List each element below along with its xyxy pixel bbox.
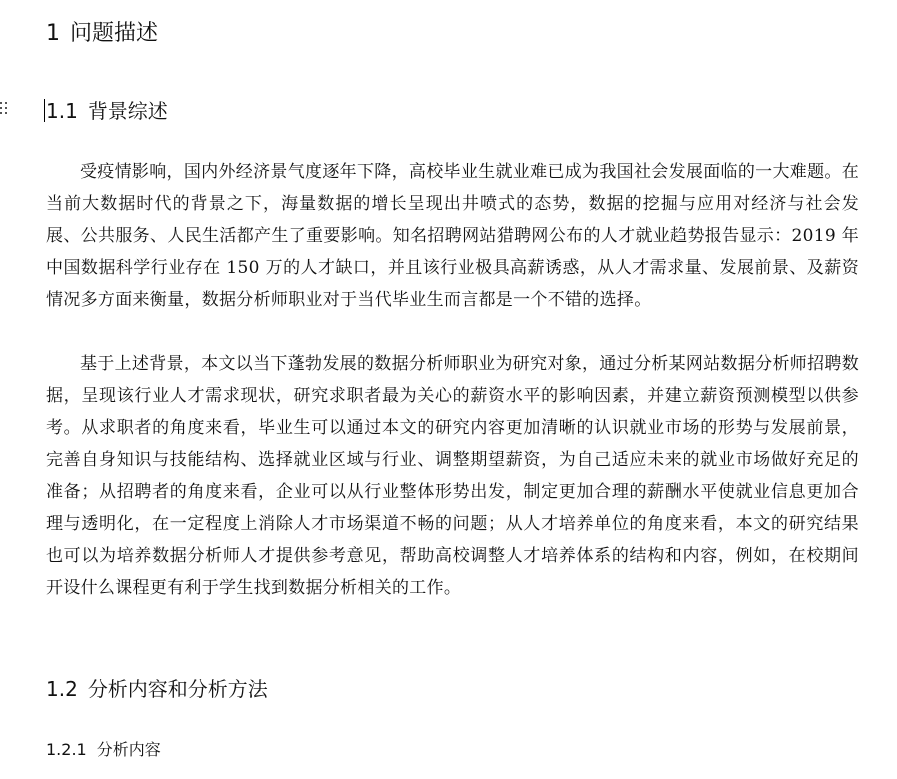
section-number: 1.2 — [46, 677, 78, 701]
chapter-heading — [46, 19, 158, 49]
section-heading-1-1[interactable] — [46, 97, 168, 125]
section-title: 背景综述 — [87, 99, 168, 123]
drag-handle-icon[interactable] — [0, 102, 10, 116]
chapter-title: 问题描述 — [70, 21, 159, 46]
section-number: 1.1 — [46, 99, 78, 123]
subsection-title: 分析内容 — [96, 740, 161, 759]
paragraph-background-1[interactable]: 受疫情影响，国内外经济景气度逐年下降，高校毕业生就业难已成为我国社会发展面临的一大难题。在当前大数据时代的背景之下，海量数据的增长呈现出井喷式的态势，数据的挖掘与应用对经济与社会发展、公共服务、人民生活都产生了重要影响。知名招聘网站猎聘网公布的人才就业趋势报告显示：2019 年中国数据科学行业存在 150 万的人才缺口，并且该行业极具高薪诱惑，从人才需求量、发展前景、及薪资情况多方面来衡量，数据分析师职业对于当代毕业生而言都是一个不错的选择。 — [46, 162, 859, 310]
subsection-heading-1-2-1[interactable] — [46, 739, 161, 761]
text-cursor — [44, 99, 45, 122]
paragraph-background-2[interactable]: 基于上述背景，本文以当下蓬勃发展的数据分析师职业为研究对象，通过分析某网站数据分析师招聘数据，呈现该行业人才需求现状，研究求职者最为关心的薪资水平的影响因素，并建立薪资预测模型以供参考。从求职者的角度来看，毕业生可以通过本文的研究内容更加清晰的认识就业市场的形势与发展前景，完善自身知识与技能结构、选择就业区域与行业、调整期望薪资，为自己适应未来的就业市场做好充足的准备；从招聘者的角度来看，企业可以从行业整体形势出发，制定更加合理的薪酬水平使就业信息更加合理与透明化，在一定程度上消除人才市场渠道不畅的问题；从人才培养单位的角度来看，本文的研究结果也可以为培养数据分析师人才提供参考意见，帮助高校调整人才培养体系的结构和内容，例如，在校期间开设什么课程更有利于学生找到数据分析相关的工作。 — [46, 354, 859, 598]
chapter-number: 1 — [46, 21, 60, 46]
section-title: 分析内容和分析方法 — [87, 677, 268, 701]
subsection-number: 1.2.1 — [46, 740, 87, 759]
section-heading-1-2[interactable] — [46, 675, 268, 703]
